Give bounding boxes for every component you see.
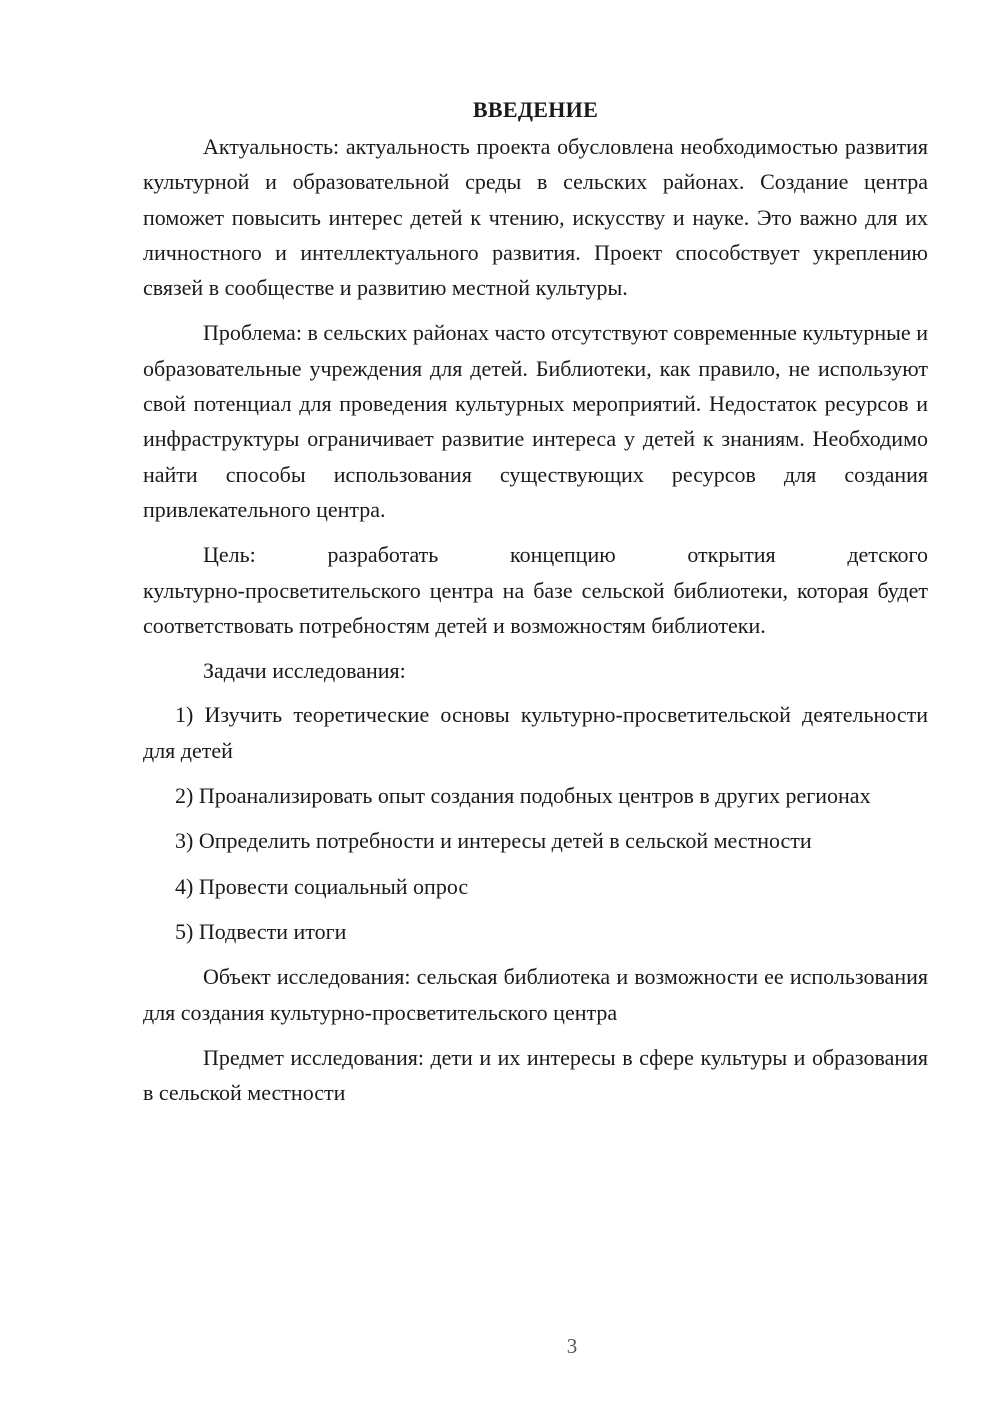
task-item: 2) Проанализировать опыт создания подобных центров в других регионах bbox=[175, 783, 871, 809]
goal-word: Цель: bbox=[203, 542, 256, 568]
object-paragraph: Объект исследования: сельская библиотека и возможности ее использования для создания культурно-просветительского центра bbox=[143, 964, 928, 1025]
task-item: 1) Изучить теоретические основы культурно-просветительской деятельности для детей bbox=[143, 702, 928, 763]
relevance-paragraph: Актуальность: актуальность проекта обусловлена необходимостью развития культурной и образовательной среды в сельских районах. Создание центра поможет повысить интерес детей к чтению, искусству и науке. Это важно для их личностного и интеллектуального развития. Проект способствует укреплению связей в сообществе и развитию местной культуры. bbox=[143, 134, 928, 301]
section-title: ВВЕДЕНИЕ bbox=[472, 97, 599, 122]
goal-paragraph bbox=[143, 537, 928, 643]
task-item: 4) Провести социальный опрос bbox=[175, 873, 469, 899]
goal-word: концепцию bbox=[510, 542, 616, 568]
goal-word: открытия bbox=[687, 542, 776, 568]
page-number: 3 bbox=[566, 1334, 578, 1358]
task-item: 3) Определить потребности и интересы детей в сельской местности bbox=[175, 828, 812, 854]
task-item: 5) Подвести итоги bbox=[175, 918, 347, 944]
goal-first-line bbox=[143, 537, 928, 572]
subject-paragraph: Предмет исследования: дети и их интересы в сфере культуры и образования в сельской местности bbox=[143, 1044, 928, 1106]
goal-text: культурно-просветительского центра на базе сельской библиотеки, которая будет соответствовать потребностям детей и возможностям библиотеки. bbox=[143, 577, 928, 638]
goal-word: разработать bbox=[327, 542, 439, 568]
problem-paragraph: Проблема: в сельских районах часто отсутствуют современные культурные и образовательные учреждения для детей. Библиотеки, как правило, не используют свой потенциал для проведения культурных мероприятий. Недостаток ресурсов и инфраструктуры ограничивает развитие интереса у детей к знаниям. Необходимо найти способы использования существующих ресурсов для создания привлекательного центра. bbox=[143, 320, 928, 522]
page-content bbox=[143, 95, 928, 1120]
tasks-heading: Задачи исследования: bbox=[203, 658, 406, 684]
goal-word: детского bbox=[847, 542, 928, 568]
